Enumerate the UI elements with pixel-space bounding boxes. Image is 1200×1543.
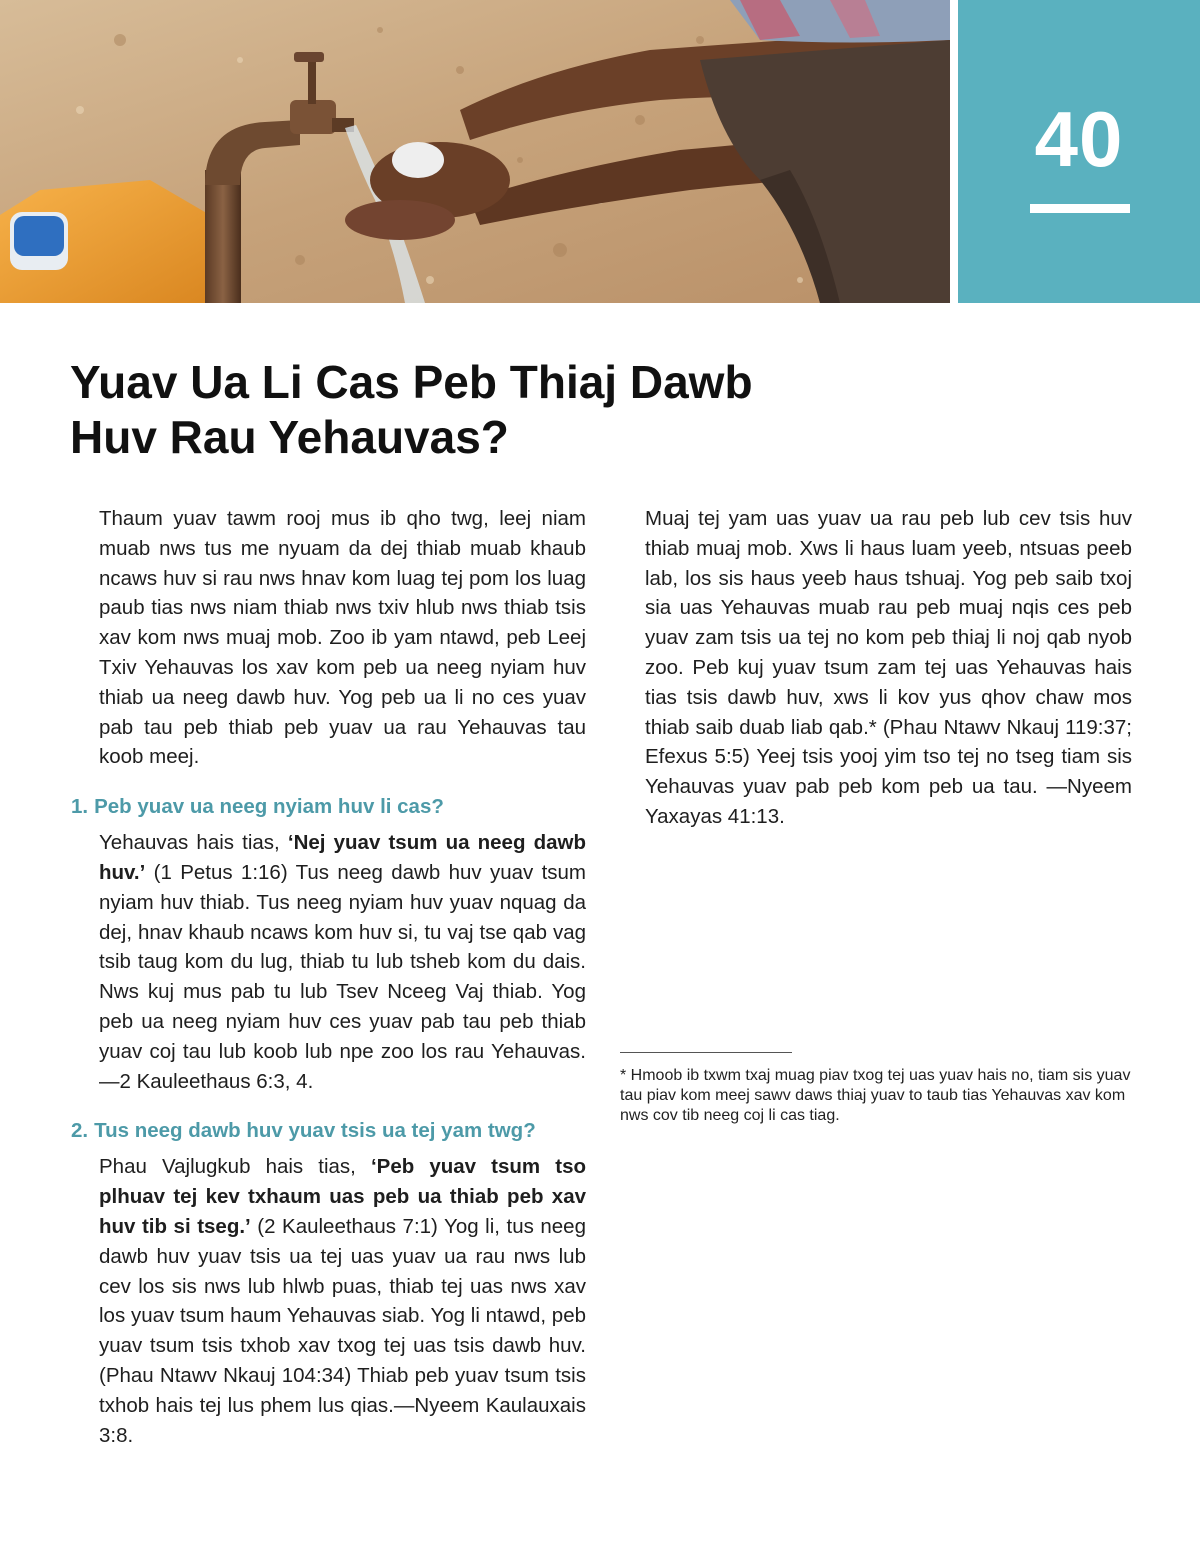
hero-photo (0, 0, 950, 303)
handwashing-illustration (0, 0, 950, 303)
question-2-quote: ‘Peb yuav tsum tso plhuav tej kev txhaum uas peb ua thiab peb xav huv tib si tseg.’ (99, 1155, 586, 1238)
question-2-number: 2. (71, 1119, 89, 1143)
page-title (70, 355, 870, 465)
question-2-body: (2 Kauleethaus 7:1) Yog li, tus neeg dawb huv yuav tsis ua tej uas yuav ua rau nws lub cev los sis nws lub hlwb puas, thiab tej uas nws xav los yuav tsum haum Yehauvas siab. Yog li ntawd, peb yuav tsum tsis txhob xav txog tej uas tsis dawb huv. (Phau Ntawv Nkauj 104:34) Thiab peb yuav tsum tsis txhob hais tej lus phem lus qias.—Nyeem Kaulauxais 3:8. (99, 1214, 586, 1447)
question-2-lead: Phau Vajlugkub hais tias, (99, 1155, 371, 1179)
footnote: * Hmoob ib txwm txaj muag piav txog tej uas yuav hais no, tiam sis yuav tau piav kom meej sawv daws thiaj yuav to taub tias Yehauvas xav kom nws cov tib neeg coj li cas tiag. (620, 1067, 1131, 1124)
question-2-heading (71, 1116, 591, 1146)
question-1-number: 1. (71, 795, 89, 819)
question-1-paragraph (99, 828, 586, 1096)
question-2-paragraph-2: Muaj tej yam uas yuav ua rau peb lub cev tsis huv thiab muaj mob. Xws li haus luam yeeb, ntsuas peeb lab, los sis haus yeeb haus tshuaj. Yog peb saib txoj sia uas Yehauvas muab rau peb muaj nqis ces peb yuav zam tsis ua tej no kom peb thiaj li noj qab nyob zoo. Peb kuj yuav tsum zam tej uas Yehauvas hais tias tsis dawb huv, xws li kov yus qhov chaw mos thiab saib duab liab qab.* (Phau Ntawv Nkauj 119:37; Efexus 5:5) Yeej tsis yooj yim tso tej no tseg tiam sis Yehauvas yuav pab peb kom peb ua tau. —Nyeem Yaxayas 41:13. (645, 507, 1132, 828)
question-1-heading (71, 792, 591, 822)
left-column (71, 504, 586, 1450)
question-1-lead: Yehauvas hais tias, (99, 831, 288, 855)
lesson-number: 40 (1034, 95, 1124, 183)
question-2-text: Tus neeg dawb huv yuav tsis ua tej yam twg? (94, 1119, 536, 1143)
footnote-divider (620, 1052, 792, 1053)
intro-paragraph: Thaum yuav tawm rooj mus ib qho twg, leej niam muab nws tus me nyuam da dej thiab muab khaub ncaws huv si rau nws hnav kom luag tej pom los luag paub tias nws niam thiab nws txiv hlub nws thiab tsis xav kom nws muaj mob. Zoo ib yam ntawd, peb Leej Txiv Yehauvas los xav kom peb ua neeg nyiam huv thiab ua neeg dawb huv. Yog peb ua li no ces yuav pab tau peb thiab peb yuav ua rau Yehauvas tau koob meej. (99, 507, 586, 769)
page-title-line-2: Huv Rau Yehauvas? (70, 411, 509, 463)
right-column (645, 504, 1132, 832)
lesson-number-underline (1030, 204, 1130, 213)
question-1-quote: ‘Nej yuav tsum ua neeg dawb huv.’ (99, 831, 586, 884)
question-1-text: Peb yuav ua neeg nyiam huv li cas? (94, 795, 444, 819)
lesson-number-box (958, 0, 1200, 303)
question-2-paragraph (99, 1152, 586, 1450)
page-title-line-1: Yuav Ua Li Cas Peb Thiaj Dawb (70, 356, 753, 408)
question-1-body: (1 Petus 1:16) Tus neeg dawb huv yuav tsum nyiam huv thiab. Tus neeg nyiam huv yuav nquag da dej, hnav khaub ncaws kom huv si, tu vaj tse qab vag tsib taug kom du lug, thiab tu lub tsheb kom du dais. Nws kuj mus pab tu lub Tsev Nceeg Vaj thiab. Yog peb ua neeg nyiam huv ces yuav pab tau peb thiab yuav coj tau lub koob lub npe zoo los rau Yehauvas.—2 Kauleethaus 6:3, 4. (99, 860, 586, 1093)
